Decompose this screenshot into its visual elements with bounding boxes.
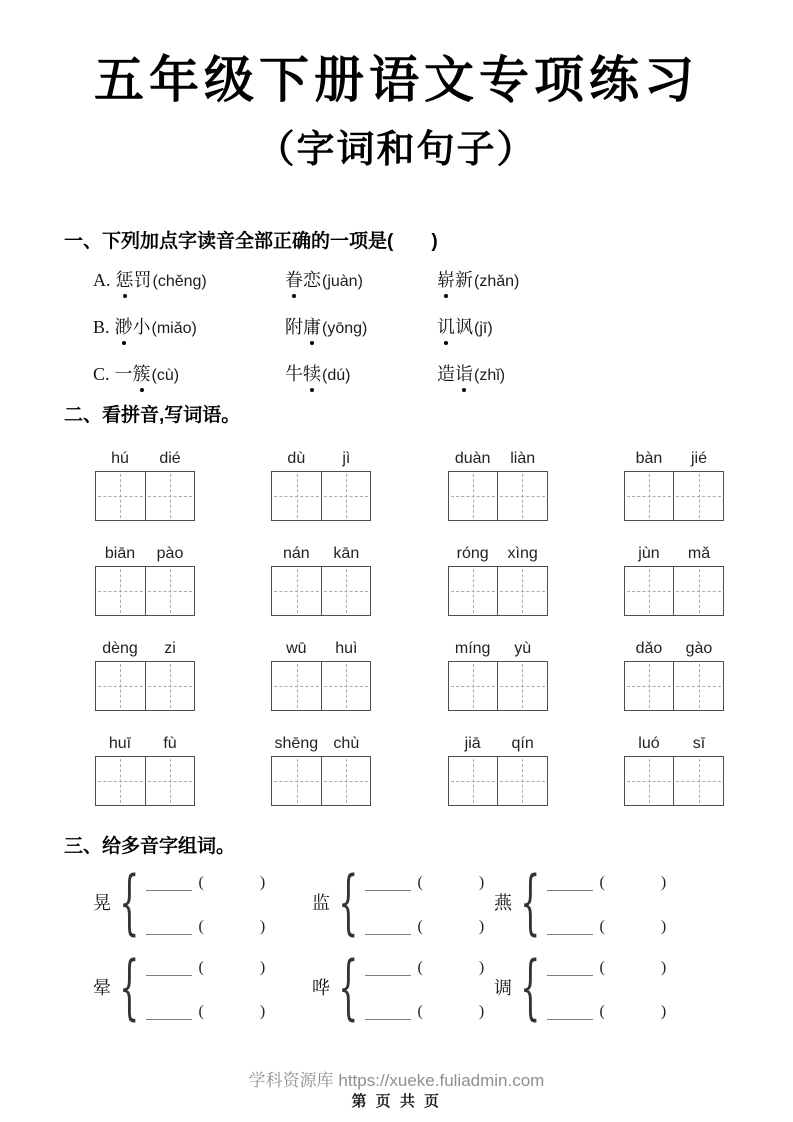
option-pinyin: (chěng) [152,273,207,290]
pinyin-label [95,443,195,471]
option-label: A. [93,270,111,290]
polyphone-character: 晕 [93,978,111,998]
answer-blank-line [146,955,192,976]
option-character: 牛 [285,364,303,384]
option-character: 犊 [303,364,321,384]
paren-close-icon: ) [478,874,485,891]
pronunciation-option-row [93,268,733,294]
pinyin-syllable: qín [511,735,534,752]
pinyin-word-group [95,538,195,616]
pinyin-label [448,728,548,756]
paren-close-icon: ) [660,1003,667,1020]
polyphone-character: 监 [312,893,330,913]
pinyin-syllable: yù [514,640,532,657]
answer-entry [365,915,485,935]
pinyin-word-group [624,633,724,711]
polyphone-entries [547,871,667,935]
paren-close-icon: ) [660,959,667,976]
paren-open-icon: ( [198,1003,204,1020]
option-character: 造 [437,364,455,384]
section1-options [93,268,733,409]
section2-heading: 二、看拼音,写词语。 [64,405,241,426]
answer-blank-line [365,914,411,935]
pinyin-syllable: bàn [635,450,663,467]
paren-open-icon: ( [198,959,204,976]
pinyin-syllable: shēng [274,735,319,752]
pinyin-label [271,443,371,471]
option-pinyin: (juàn) [322,273,363,290]
paren-open-icon: ( [198,874,204,891]
writing-box [448,756,548,806]
answer-entry [146,915,266,935]
pinyin-label [95,538,195,566]
option-word [285,268,437,292]
writing-cell [625,567,674,615]
writing-cell [321,662,371,710]
pinyin-label [95,728,195,756]
writing-cell [96,757,145,805]
answer-entry [547,956,667,976]
writing-cell [625,662,674,710]
pinyin-syllable: biān [104,545,136,562]
option-word [437,268,519,292]
paren-close-icon: ) [660,918,667,935]
writing-cell [497,757,547,805]
pinyin-grid-row [95,443,724,521]
option-character: 讥 [437,317,455,337]
writing-box [271,566,371,616]
pinyin-syllable: míng [454,640,491,657]
option-label: B. [93,317,110,337]
answer-blank-line [146,914,192,935]
pinyin-label [448,538,548,566]
pinyin-grid-row [95,538,724,616]
writing-box [624,566,724,616]
answer-entry [547,1000,667,1020]
option-word [285,315,437,339]
writing-cell [449,567,498,615]
option-character: 一 [114,364,133,384]
option-pinyin: (zhǐ) [474,367,506,384]
polyphone-item [312,861,494,943]
paren-close-icon: ) [660,874,667,891]
option-character: 眷 [285,270,303,290]
pinyin-syllable: dù [287,450,306,467]
writing-cell [321,567,371,615]
pinyin-syllable: nán [282,545,310,562]
writing-cell [449,472,498,520]
option-character: 崭 [437,270,455,290]
option-character: 小 [132,317,151,337]
writing-cell [449,662,498,710]
worksheet-title: 五年级下册语文专项练习 [94,52,699,108]
answer-entry [547,871,667,891]
pinyin-label [624,633,724,661]
pinyin-syllable: huì [335,640,358,657]
paren-open-icon: ( [599,918,605,935]
polyphone-character: 哗 [312,978,330,998]
pinyin-label [448,443,548,471]
pinyin-syllable: huī [108,735,132,752]
pinyin-word-group [448,538,548,616]
pinyin-syllable: kān [333,545,360,562]
writing-cell [673,757,723,805]
writing-box [271,471,371,521]
option-word [437,362,505,386]
section1-heading: 一、下列加点字读音全部正确的一项是( ) [64,231,438,252]
writing-box [271,661,371,711]
answer-entry [365,1000,485,1020]
answer-blank-line [365,955,411,976]
polyphone-item [312,946,494,1028]
writing-box [448,471,548,521]
pinyin-label [95,633,195,661]
option-character: 渺 [114,317,133,337]
writing-cell [497,567,547,615]
writing-cell [145,757,195,805]
pinyin-syllable: fù [163,735,177,752]
pinyin-word-group [95,443,195,521]
pinyin-syllable: hú [111,450,129,467]
pinyin-syllable: jiā [464,735,481,752]
pinyin-label [271,728,371,756]
writing-box [95,756,195,806]
option-pinyin: (miǎo) [151,320,197,337]
pinyin-word-group [624,538,724,616]
pinyin-syllable: wū [286,640,307,657]
writing-cell [625,757,674,805]
pinyin-grid-row [95,728,724,806]
writing-cell [96,472,145,520]
polyphone-entries [146,871,266,935]
writing-box [624,471,724,521]
pinyin-word-group [95,633,195,711]
brace-glyph: { [520,861,541,943]
answer-entry [146,956,266,976]
paren-close-icon: ) [259,959,266,976]
pinyin-label [271,538,371,566]
writing-cell [272,567,321,615]
pinyin-syllable: róng [456,545,489,562]
polyphone-item [93,861,312,943]
polyphone-character: 调 [494,978,512,998]
pinyin-syllable: gào [685,640,713,657]
writing-box [448,661,548,711]
writing-cell [96,662,145,710]
pinyin-word-group [271,443,371,521]
pinyin-syllable: duàn [454,450,491,467]
section3-heading: 三、给多音字组词。 [64,836,236,857]
pinyin-word-group [271,538,371,616]
answer-entry [146,1000,266,1020]
pronunciation-option-row [93,362,733,388]
pinyin-syllable: xìng [507,545,538,562]
paren-open-icon: ( [417,918,423,935]
brace-glyph: { [338,861,359,943]
writing-cell [673,472,723,520]
writing-box [624,756,724,806]
option-word [285,362,437,386]
pinyin-syllable: pào [156,545,184,562]
writing-cell [145,662,195,710]
answer-blank-line [365,870,411,891]
writing-cell [625,472,674,520]
pinyin-syllable: mǎ [687,545,711,562]
answer-blank-line [146,870,192,891]
option-word [93,268,285,292]
option-pinyin: (zhǎn) [474,273,520,290]
footer-page-label: 第 页 共 页 [351,1093,442,1110]
writing-cell [272,472,321,520]
polyphone-item [494,861,667,943]
pinyin-word-group [271,633,371,711]
polyphone-row [93,861,753,943]
section3-polyphone-items [93,861,753,1036]
writing-cell [272,757,321,805]
answer-blank-line [547,955,593,976]
option-word [437,315,493,339]
option-label: C. [93,364,110,384]
polyphone-item [93,946,312,1028]
option-character: 新 [455,270,473,290]
pinyin-label [448,633,548,661]
pinyin-syllable: luó [638,735,660,752]
writing-cell [96,567,145,615]
answer-blank-line [146,999,192,1020]
pinyin-word-group [624,728,724,806]
polyphone-item [494,946,667,1028]
writing-cell [145,472,195,520]
writing-box [624,661,724,711]
polyphone-row [93,946,753,1028]
option-character: 诣 [455,364,473,384]
option-word [93,362,285,386]
pinyin-syllable: dǎo [635,640,663,657]
polyphone-entries [146,956,266,1020]
writing-cell [497,662,547,710]
pinyin-word-group [448,728,548,806]
answer-blank-line [365,999,411,1020]
option-character: 惩 [115,270,134,290]
brace-glyph: { [338,946,359,1028]
option-character: 恋 [303,270,321,290]
answer-entry [547,915,667,935]
answer-entry [365,871,485,891]
pinyin-grid-row [95,633,724,711]
answer-entry [365,956,485,976]
worksheet-subtitle: （字词和句子） [256,129,537,171]
option-pinyin: (dú) [322,367,351,384]
option-character: 讽 [455,317,473,337]
paren-open-icon: ( [417,1003,423,1020]
answer-entry [146,871,266,891]
writing-box [95,566,195,616]
option-pinyin: (yōng) [322,320,368,337]
pinyin-label [624,538,724,566]
writing-cell [321,757,371,805]
option-pinyin: (jī) [474,320,493,337]
polyphone-character: 晃 [93,893,111,913]
paren-close-icon: ) [478,1003,485,1020]
pinyin-syllable: dèng [102,640,138,657]
pinyin-syllable: jì [342,450,351,467]
pinyin-word-group [448,633,548,711]
pinyin-word-group [271,728,371,806]
pinyin-label [624,728,724,756]
paren-close-icon: ) [259,1003,266,1020]
option-word [93,315,285,339]
writing-cell [321,472,371,520]
paren-close-icon: ) [259,874,266,891]
polyphone-entries [547,956,667,1020]
writing-cell [272,662,321,710]
writing-cell [497,472,547,520]
brace-glyph: { [119,861,140,943]
pinyin-syllable: zi [164,640,176,657]
writing-box [95,471,195,521]
pinyin-word-group [448,443,548,521]
writing-cell [145,567,195,615]
pinyin-syllable: chù [333,735,360,752]
pinyin-label [624,443,724,471]
pinyin-syllable: sī [692,735,706,752]
writing-cell [673,567,723,615]
paren-open-icon: ( [417,959,423,976]
pinyin-syllable: jié [690,450,707,467]
paren-close-icon: ) [478,918,485,935]
footer-source-text: 学科资源库 https://xueke.fuliadmin.com [248,1071,545,1090]
writing-box [448,566,548,616]
paren-close-icon: ) [259,918,266,935]
writing-cell [449,757,498,805]
pinyin-word-group [95,728,195,806]
writing-cell [673,662,723,710]
brace-glyph: { [119,946,140,1028]
pinyin-label [271,633,371,661]
paren-close-icon: ) [478,959,485,976]
answer-blank-line [547,914,593,935]
option-pinyin: (cù) [151,367,180,384]
pinyin-syllable: liàn [510,450,536,467]
paren-open-icon: ( [599,1003,605,1020]
paren-open-icon: ( [599,959,605,976]
brace-glyph: { [520,946,541,1028]
polyphone-entries [365,871,485,935]
answer-blank-line [547,999,593,1020]
paren-open-icon: ( [417,874,423,891]
answer-blank-line [547,870,593,891]
option-character: 庸 [303,317,321,337]
polyphone-entries [365,956,485,1020]
paren-open-icon: ( [198,918,204,935]
option-character: 罚 [133,270,152,290]
polyphone-character: 燕 [494,893,512,913]
writing-box [271,756,371,806]
option-character: 簇 [132,364,151,384]
pinyin-word-group [624,443,724,521]
pinyin-syllable: jùn [638,545,660,562]
option-character: 附 [285,317,303,337]
pinyin-syllable: dié [159,450,181,467]
writing-box [95,661,195,711]
pronunciation-option-row [93,315,733,341]
paren-open-icon: ( [599,874,605,891]
